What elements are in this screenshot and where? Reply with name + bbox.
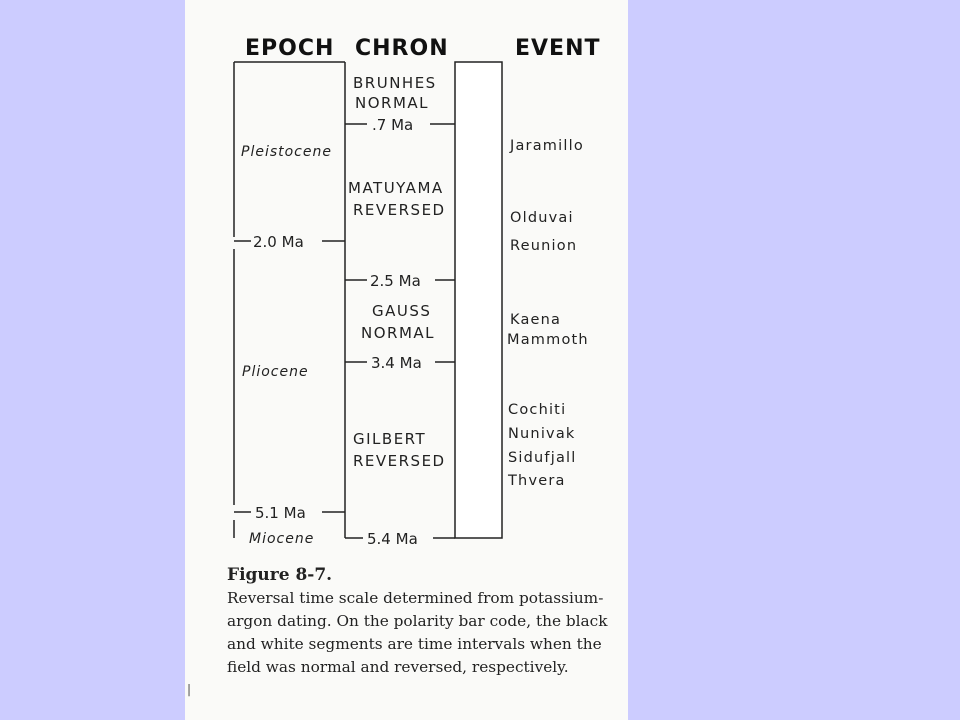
figure-description: Reversal time scale determined from potassium-argon dating. On the polarity bar code, the black and white segments are time intervals when the field was normal and reversed, respectively.: [227, 589, 608, 676]
polarity-bar: [455, 62, 502, 538]
chron-boundary-0-7: .7 Ma: [372, 116, 414, 134]
chron-brunhes-name: BRUNHES: [353, 74, 437, 92]
chron-gilbert-type: REVERSED: [353, 452, 446, 470]
event-label: Mammoth: [507, 332, 589, 348]
event-label: Kaena: [510, 312, 562, 328]
epoch-miocene: Miocene: [249, 531, 315, 547]
chron-gauss-name: GAUSS: [372, 302, 432, 320]
event-label: Olduvai: [510, 210, 574, 226]
chron-matuyama-name: MATUYAMA: [348, 179, 444, 197]
chron-boundary-5-4: 5.4 Ma: [367, 530, 418, 548]
polarity-timescale-diagram: [185, 0, 628, 560]
epoch-boundary-5-1: 5.1 Ma: [255, 504, 306, 522]
event-label: Sidufjall: [508, 450, 577, 466]
header-event: EVENT: [515, 36, 601, 61]
event-label: Reunion: [510, 238, 578, 254]
chron-boundary-2-5: 2.5 Ma: [370, 272, 421, 290]
margin-mark: |: [187, 682, 192, 696]
event-label: Cochiti: [508, 402, 567, 418]
chron-brunhes-type: NORMAL: [355, 94, 430, 112]
event-label: Jaramillo: [510, 138, 584, 154]
chron-boundary-3-4: 3.4 Ma: [371, 354, 422, 372]
header-epoch: EPOCH: [245, 36, 335, 61]
epoch-pliocene: Pliocene: [242, 364, 309, 380]
epoch-pleistocene: Pleistocene: [241, 144, 332, 160]
figure-title: Figure 8-7.: [227, 565, 333, 585]
polarity-bar-outline: [455, 62, 502, 538]
header-chron: CHRON: [355, 36, 449, 61]
figure-caption: [227, 565, 617, 679]
event-label: Nunivak: [508, 426, 576, 442]
epoch-boundary-2-0: 2.0 Ma: [253, 233, 304, 251]
chron-matuyama-type: REVERSED: [353, 201, 446, 219]
chron-gilbert-name: GILBERT: [353, 430, 427, 448]
textbook-page: [185, 0, 628, 720]
chron-gauss-type: NORMAL: [361, 324, 436, 342]
event-label: Thvera: [508, 473, 566, 489]
